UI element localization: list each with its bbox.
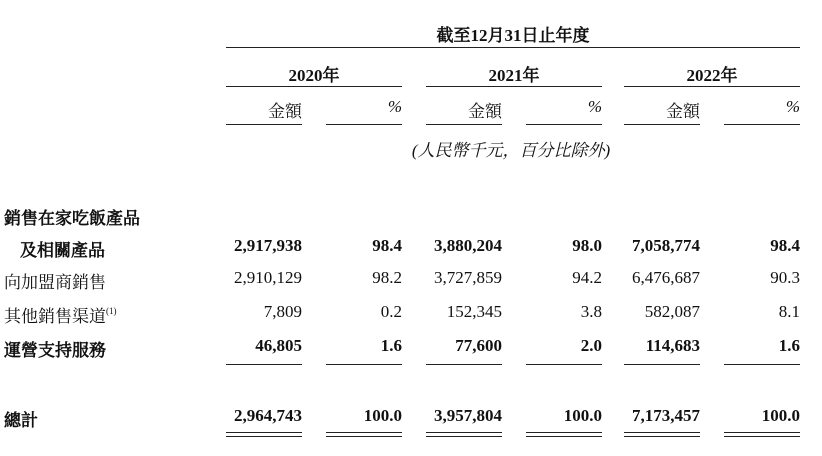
cell-r2-c1: 2,910,129 [234,268,302,287]
pct-header-2021: % [587,97,602,116]
cell-r2-c5: 6,476,687 [632,268,700,287]
total-c6: 100.0 [761,406,800,425]
footnote-marker: (1) [106,306,117,317]
cell-r3-c3: 152,345 [446,302,502,321]
year-2020-rule [226,86,402,87]
cell-r4-c4: 2.0 [580,336,602,355]
cell-r4-c2: 1.6 [380,336,402,355]
cell-r3-c1: 7,809 [263,302,302,321]
cell-r2-c4: 94.2 [572,268,602,287]
year-2022-rule [624,86,800,87]
row-label-operation-support: 運營支持服務 [4,341,106,360]
amount-rule-2020 [226,124,302,125]
amount-header-2020: 金額 [268,102,302,121]
year-2021-rule [426,86,602,87]
pct-rule-2020 [326,124,402,125]
year-2021-header: 2021年 [488,66,540,85]
cell-r1-c5: 7,058,774 [632,236,700,255]
unit-note: (人民幣千元，百分比除外) [411,141,611,160]
cell-r3-c4: 3.8 [580,302,602,321]
total-double-rule-c5 [624,432,700,437]
cell-r3-c6: 8.1 [778,302,800,321]
amount-rule-2021 [426,124,502,125]
cell-r2-c6: 90.3 [770,268,800,287]
cell-r3-c2: 0.2 [380,302,402,321]
cell-r1-c6: 98.4 [770,236,800,255]
total-c5: 7,173,457 [632,406,700,425]
cell-r1-c3: 3,880,204 [434,236,502,255]
total-c3: 3,957,804 [434,406,502,425]
amount-header-2022: 金額 [666,102,700,121]
cell-r1-c1: 2,917,938 [234,236,302,255]
cell-r4-c6: 1.6 [778,336,800,355]
subtotal-rule-c3 [426,364,502,365]
amount-rule-2022 [624,124,700,125]
total-c1: 2,964,743 [234,406,302,425]
row-label-other-channels [4,302,117,327]
subtotal-rule-c1 [226,364,302,365]
row-label-other-channels-text: 其他銷售渠道 [4,307,106,326]
row-label-total: 總計 [4,411,38,430]
period-rule [226,47,800,48]
total-double-rule-c3 [426,432,502,437]
pct-header-2020: % [387,97,402,116]
row-label-home-meal-line1: 銷售在家吃飯產品 [4,209,140,228]
cell-r4-c3: 77,600 [455,336,502,355]
subtotal-rule-c5 [624,364,700,365]
total-double-rule-c2 [326,432,402,437]
total-c2: 100.0 [363,406,402,425]
cell-r1-c2: 98.4 [372,236,402,255]
cell-r2-c3: 3,727,859 [434,268,502,287]
cell-r4-c5: 114,683 [645,336,700,355]
cell-r3-c5: 582,087 [644,302,700,321]
pct-rule-2022 [724,124,800,125]
row-label-home-meal-line2: 及相關產品 [20,241,105,260]
subtotal-rule-c2 [326,364,402,365]
pct-header-2022: % [785,97,800,116]
total-c4: 100.0 [563,406,602,425]
year-2022-header: 2022年 [686,66,738,85]
cell-r4-c1: 46,805 [255,336,302,355]
total-double-rule-c6 [724,432,800,437]
amount-header-2021: 金額 [468,102,502,121]
cell-r1-c4: 98.0 [572,236,602,255]
subtotal-rule-c6 [724,364,800,365]
period-header: 截至12月31日止年度 [436,26,590,45]
row-label-franchise-sales: 向加盟商銷售 [4,273,106,292]
subtotal-rule-c4 [526,364,602,365]
cell-r2-c2: 98.2 [372,268,402,287]
year-2020-header: 2020年 [288,66,340,85]
total-double-rule-c1 [226,432,302,437]
pct-rule-2021 [526,124,602,125]
total-double-rule-c4 [526,432,602,437]
